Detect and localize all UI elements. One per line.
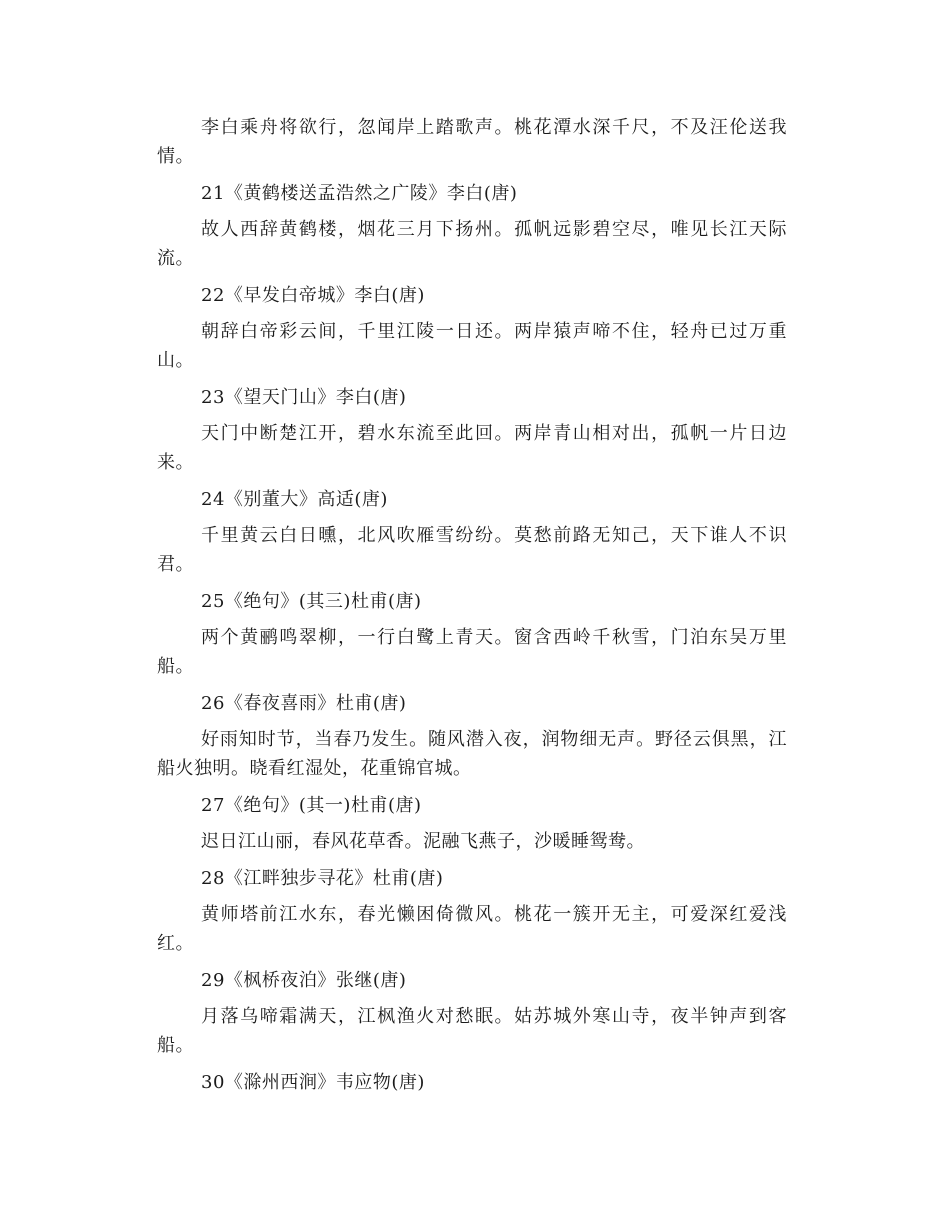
poem-text: 天门中断楚江开，碧水东流至此回。两岸青山相对出，孤帆一片日边来。 [157, 423, 787, 473]
poem-title: 30《滁州西涧》韦应物(唐) [201, 1072, 425, 1093]
poem-title: 23《望天门山》李白(唐) [201, 387, 407, 408]
poem-title: 25《绝句》(其三)杜甫(唐) [201, 591, 422, 612]
poem-title: 27《绝句》(其一)杜甫(唐) [201, 795, 422, 816]
poem-title: 28《江畔独步寻花》杜甫(唐) [201, 868, 444, 889]
poem-text: 朝辞白帝彩云间，千里江陵一日还。两岸猿声啼不住，轻舟已过万重山。 [157, 321, 787, 371]
poem-text: 迟日江山丽，春风花草香。泥融飞燕子，沙暖睡鸳鸯。 [201, 831, 645, 852]
poem-text: 月落乌啼霜满天，江枫渔火对愁眠。姑苏城外寒山寺，夜半钟声到客船。 [157, 1006, 787, 1056]
poem-title: 26《春夜喜雨》杜甫(唐) [201, 693, 407, 714]
poem-title: 24《别董大》高适(唐) [201, 489, 388, 510]
poem-text: 黄师塔前江水东，春光懒困倚微风。桃花一簇开无主，可爱深红爱浅红。 [157, 904, 787, 954]
poem-text: 两个黄鹂鸣翠柳，一行白鹭上青天。窗含西岭千秋雪，门泊东吴万里船。 [157, 627, 787, 677]
poem-list [157, 113, 787, 1104]
poem-text: 故人西辞黄鹤楼，烟花三月下扬州。孤帆远影碧空尽，唯见长江天际流。 [157, 219, 787, 269]
poem-title: 29《枫桥夜泊》张继(唐) [201, 970, 407, 991]
poem-text: 千里黄云白日曛，北风吹雁雪纷纷。莫愁前路无知己，天下谁人不识君。 [157, 525, 787, 575]
poem-text: 好雨知时节，当春乃发生。随风潜入夜，润物细无声。野径云俱黑，江船火独明。晓看红湿处，花重锦官城。 [157, 729, 787, 779]
poem-text: 李白乘舟将欲行，忽闻岸上踏歌声。桃花潭水深千尺，不及汪伦送我情。 [157, 117, 787, 167]
poem-title: 22《早发白帝城》李白(唐) [201, 285, 425, 306]
poem-title: 21《黄鹤楼送孟浩然之广陵》李白(唐) [201, 183, 518, 204]
